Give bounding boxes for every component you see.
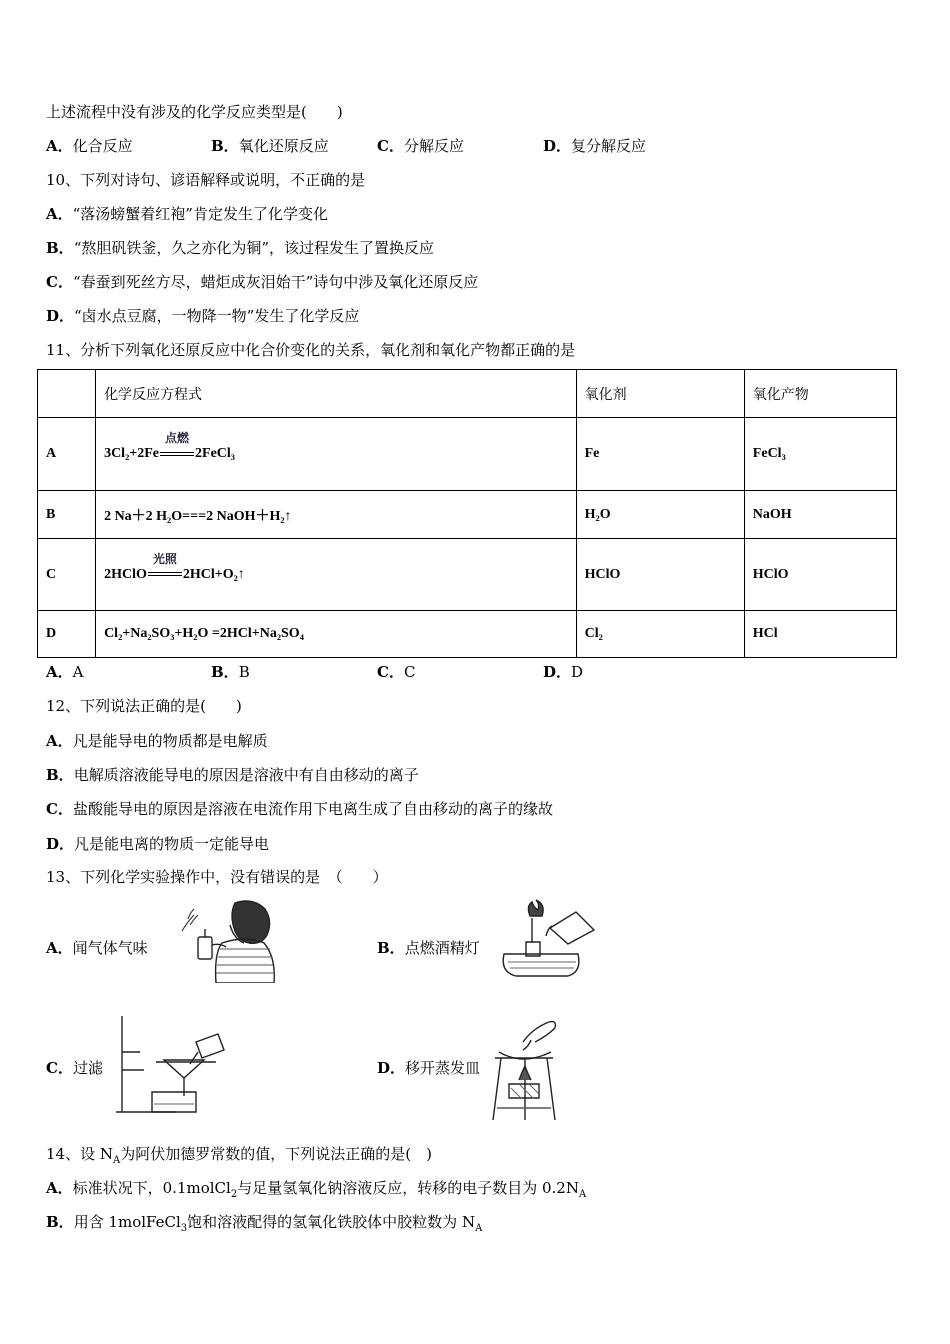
q14-option-a: A．标准状况下，0.1molCl$_2$与足量氢氧化钠溶液反应，转移的电子数目为 $0.2N_A$ [46, 1179, 587, 1200]
table-row [38, 611, 897, 658]
q9-stem: 上述流程中没有涉及的化学反应类型是( ) [46, 103, 343, 121]
product-cell: HClO [744, 539, 896, 611]
equation: Cl₂+Na₂SO₃+H₂O =2HCl+Na₂SO₄ [96, 611, 577, 658]
header-cell: 氧化产物 [744, 370, 896, 418]
header-cell: 化学反应方程式 [96, 370, 577, 418]
q13-option-b: B．点燃酒精灯 [377, 939, 480, 957]
q13-stem: 13、下列化学实验操作中，没有错误的是 （ ） [46, 868, 388, 886]
oxidant-cell: H₂O [576, 491, 744, 539]
oxidant-cell: Fe [576, 418, 744, 491]
product-cell: HCl [744, 611, 896, 658]
q13-option-c: C．过滤 [46, 1059, 103, 1077]
oxidant-cell: Cl₂ [576, 611, 744, 658]
q10-option-c: C．“春蚕到死丝方尽，蜡炬成灰泪始干”诗句中涉及氧化还原反应 [46, 273, 479, 291]
q14-option-b: B．用含 1molFeCl$_3$饱和溶液配得的氢氧化铁胶体中胶粒数为 $N_A$ [46, 1213, 483, 1234]
table-header-row [38, 370, 897, 418]
q13-option-d: D．移开蒸发皿 [377, 1059, 481, 1077]
q11-option-b: B．B [211, 663, 250, 681]
q10-option-a: A．“落汤螃蟹着红袍”肯定发生了化学变化 [46, 205, 328, 223]
q11-stem: 11、分析下列氧化还原反应中化合价变化的关系，氧化剂和氧化产物都正确的是 [46, 341, 576, 359]
header-cell [38, 370, 96, 418]
row-label: A [38, 418, 96, 491]
q9-option-d: D．复分解反应 [543, 137, 647, 155]
condition-label: 光照 [152, 551, 177, 566]
q12-option-c: C．盐酸能导电的原因是溶液在电流作用下电离生成了自由移动的离子的缘故 [46, 800, 553, 818]
q10-option-d: D．“卤水点豆腐，一物降一物”发生了化学反应 [46, 307, 360, 325]
q10-stem: 10、下列对诗句、谚语解释或说明，不正确的是 [46, 171, 366, 189]
header-cell: 氧化剂 [576, 370, 744, 418]
smell-gas-figure [160, 895, 280, 983]
evaporating-dish-figure [485, 1018, 565, 1122]
condition-label: 点燃 [165, 431, 190, 445]
equation: 2HClO 光照 2HCl+O₂↑ [96, 539, 577, 611]
q11-option-d: D．D [543, 663, 584, 681]
equation: 3Cl₂+2Fe 点燃 2FeCl₃ [96, 418, 577, 491]
q12-option-d: D．凡是能电离的物质一定能导电 [46, 835, 270, 853]
product-cell: FeCl₃ [744, 418, 896, 491]
table-row [38, 491, 897, 539]
row-label: C [38, 539, 96, 611]
row-label: D [38, 611, 96, 658]
light-alcohol-lamp-figure [490, 898, 600, 980]
q12-stem: 12、下列说法正确的是( ) [46, 697, 242, 715]
table-row [38, 418, 897, 491]
q11-table [37, 369, 897, 658]
q12-option-b: B．电解质溶液能导电的原因是溶液中有自由移动的离子 [46, 766, 419, 784]
equation: 2 Na＋2 H₂O===2 NaOH＋H₂↑ [96, 491, 577, 539]
q10-option-b: B．“熬胆矾铁釜，久之亦化为铜”，该过程发生了置换反应 [46, 239, 435, 257]
oxidant-cell: HClO [576, 539, 744, 611]
filtration-figure [112, 1012, 232, 1116]
q14-stem: 14、设 $N_A$为阿伏加德罗常数的值，下列说法正确的是( ) [46, 1145, 432, 1166]
q11-option-c: C．C [377, 663, 416, 681]
table-row [38, 539, 897, 611]
q13-option-a: A．闻气体气味 [46, 939, 148, 957]
q9-option-c: C．分解反应 [377, 137, 464, 155]
product-cell: NaOH [744, 491, 896, 539]
q9-option-b: B．氧化还原反应 [211, 137, 329, 155]
q12-option-a: A．凡是能导电的物质都是电解质 [46, 732, 268, 750]
q11-option-a: A．A [46, 663, 84, 681]
row-label: B [38, 491, 96, 539]
q9-option-a: A．化合反应 [46, 137, 133, 155]
